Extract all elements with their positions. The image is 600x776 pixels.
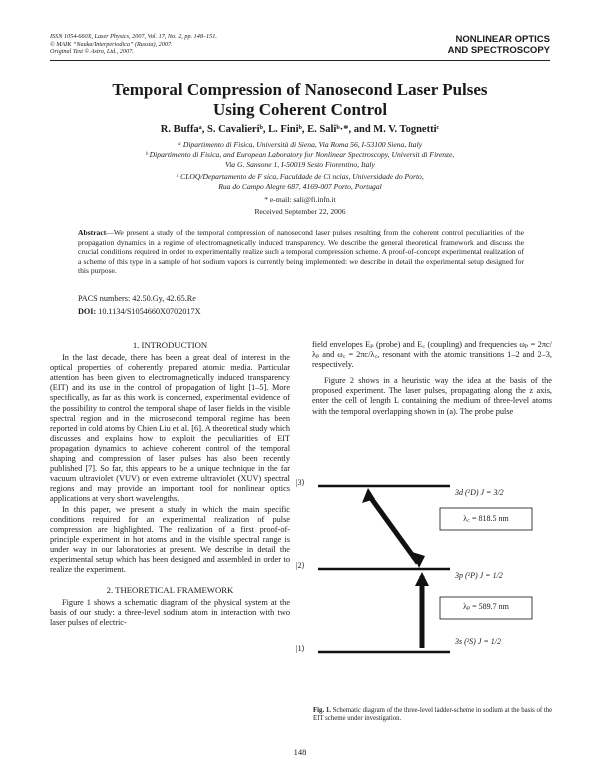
email: * e-mail: sali@fi.infn.it	[264, 195, 336, 204]
title-line1: Temporal Compression of Nanosecond Laser Pulses	[112, 80, 488, 99]
probe-wavelength: λₚ = 589.7 nm	[463, 602, 509, 611]
doi-label: DOI:	[78, 307, 97, 316]
figure-caption	[313, 707, 555, 723]
level-1-term: 3s (²S) J = 1/2	[455, 637, 502, 646]
section-tag-line2: AND SPECTROSCOPY	[447, 45, 550, 56]
figure-caption-text: Schematic diagram of the three-level ladder-scheme in sodium at the basis of the EIT scheme under investigation.	[313, 707, 553, 723]
title-line2: Using Coherent Control	[212, 100, 388, 119]
intro-heading: 1. INTRODUCTION	[132, 340, 208, 350]
intro-paragraph-1: In the last decade, there has been a great deal of interest in the optical properties of coherently prepared atomic media. Particular attention has been given to electromagnetically induced transparency (EIT) and its use in the control of propagation of light [1–5]. More specifically, as far as this work is concerned, experimental evidence of the possibility to control the temporal shape of laser fields in the visible spectral region and in the microsecond temporal regime has been reported in cold atoms by Chien Liu et al. [6]. A theoretical study which discusses and explains how to exploit the peculiarities of EIT propagation dynamics to achieve coherent control of the temporal shaping and compression of laser pulses has also been recently published [7]. So far, this appears to be a unique technique in the far vacuum ultraviolet (VUV) or even extreme ultraviolet (XUV) spectral regions and may provide an important tool for nonlinear optics applications at very short wavelengths.	[50, 353, 290, 504]
right-paragraph-2: Figure 2 shows in a heuristic way the idea at the basis of the proposed experiment. The laser pulses, propagating along the z axis, enter the cell of length L containing the medium of three-level atoms with the temporal overlapping shown in (a). The probe pulse	[312, 376, 552, 416]
abstract	[78, 228, 524, 276]
doi-value: 10.1134/S1054660X0702017X	[98, 307, 201, 316]
original-text-line: Original Text © Astro, Ltd., 2007.	[50, 48, 134, 56]
left-column	[50, 340, 290, 629]
level-2-term: 3p (²P) J = 1/2	[455, 571, 503, 580]
paper-title	[50, 80, 550, 120]
pacs-numbers: PACS numbers: 42.50.Gy, 42.65.Re	[78, 294, 196, 303]
theory-paragraph-1: Figure 1 shows a schematic diagram of the physical system at the basis of our study: a three-level sodium atom in interaction with two laser pulses of electric-	[50, 598, 290, 628]
affiliation-c-address: Rua do Campo Alegre 687, 4169-007 Porto, Portugal	[218, 182, 382, 191]
page-number: 148	[293, 747, 307, 757]
coupling-wavelength: λ꜀ = 818.5 nm	[463, 514, 509, 523]
level-3-ket: |3⟩	[296, 478, 305, 487]
level-2-ket: |2⟩	[296, 561, 305, 570]
section-tag	[370, 34, 550, 56]
affiliation-c: ᶜ CLOQ/Departamento de F sica, Faculdade de Ci ncias, Universidade do Porto,	[176, 172, 424, 181]
right-column	[312, 340, 552, 417]
right-paragraph-1: field envelopes Eₚ (probe) and E꜀ (coupling) and frequencies ωₚ = 2πc/λₚ and ω꜀ = 2πc/λ꜀, resonant with the atomic transitions 1–2 and 2–3, respectively.	[312, 340, 552, 370]
journal-meta-line: ISSN 1054-660X, Laser Physics, 2007, Vol. 17, No. 2, pp. 148–151.	[50, 33, 217, 40]
affiliation-b-address: Via G. Sansone 1, I-50019 Sesto Fiorentino, Italy	[225, 160, 375, 169]
header-rule	[50, 60, 550, 61]
affiliation-b: ᵇ Dipartimento di Fisica, and European Laboratory for Nonlinear Spectroscopy, Universit di Firenze,	[145, 150, 455, 159]
authors: R. Buffaᵃ, S. Cavalieriᵇ, L. Finiᵇ, E. Saliᵇ·*, and M. V. Tognettiᶜ	[160, 124, 440, 135]
affiliation-a: ᵃ Dipartimento di Fisica, Università di Siena, Via Roma 56, I-53100 Siena, Italy	[177, 140, 423, 149]
journal-meta	[50, 33, 217, 56]
energy-level-diagram	[290, 472, 560, 704]
section-tag-line1: NONLINEAR OPTICS	[455, 34, 550, 45]
received-date: Received September 22, 2006	[254, 207, 346, 216]
probe-arrow-head	[415, 572, 429, 586]
level-1-ket: |1⟩	[296, 644, 305, 653]
copyright-line: © MAIK “Nauka/Interperiodica” (Russia), 2007.	[50, 40, 173, 48]
intro-paragraph-2: In this paper, we present a study in which the main specific conditions required for an experimental realization of pulse compression are highlighted. The realization of a first proof-of-principle experiment in hot atoms and in the visible spectral range is under way in our laboratories at present. We describe in detail the experimental setup which has been designed and assembled in order to realize the experiment.	[50, 504, 290, 575]
abstract-label: Abstract	[78, 228, 107, 237]
figure-caption-label: Fig. 1.	[313, 707, 331, 714]
abstract-text: —We present a study of the temporal compression of nanosecond laser pulses resulting from the coherent control peculiarities of the propagation dynamics in a regime of electromagnetically induced transparency. We describe the general theoretical framework and discuss the crucial conditions required in order to experimentally realize such a temporal compression scheme. A proof-of-concept experimental realization of a scheme of this type in a sample of hot sodium vapors is currently being implemented: we describe in detail the experimental setup designed for this purpose.	[78, 228, 524, 276]
theory-heading: 2. THEORETICAL FRAMEWORK	[106, 585, 234, 596]
doi	[78, 307, 201, 316]
level-3-term: 3d (²D) J = 3/2	[455, 488, 504, 497]
coupling-arrow-shaft	[368, 494, 418, 563]
